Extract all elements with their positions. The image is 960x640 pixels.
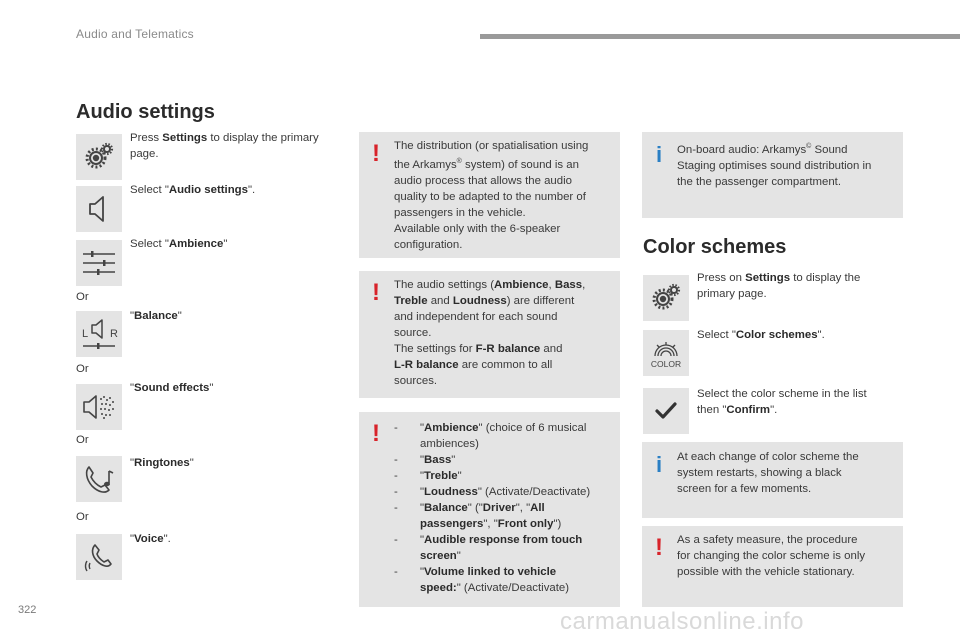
svg-text:COLOR: COLOR — [650, 359, 682, 369]
checkmark-icon — [643, 388, 689, 434]
page-number: 322 — [18, 604, 37, 616]
color-step-settings-text: Press on Settings to display the primary page. — [697, 272, 861, 300]
info-panel-arkamys-staging — [642, 132, 903, 218]
step-sound-effects-text: "Sound effects" — [130, 382, 214, 394]
color-palette-icon — [643, 330, 689, 376]
header-title: Audio and Telematics — [76, 27, 194, 41]
step-ringtones-text: "Ringtones" — [130, 457, 194, 469]
info-panel-restart — [642, 442, 903, 518]
onboard-audio-text: On-board audio: Arkamys© Sound Staging optimises sound distribution in the the passenger compartment. — [677, 143, 872, 188]
arkamys-distribution-text: The distribution (or spatialisation using the Arkamys® system) of sound is an audio process that allows the audio quality to be adapted to the number of passengers in the vehicle. Available only with the 6-speaker configuration. — [394, 140, 589, 251]
list-item: - "Treble" — [394, 470, 462, 482]
step-settings-text: Press Settings to display the primary page. — [130, 132, 319, 160]
or-label: Or — [76, 434, 89, 446]
equalizer-icon — [76, 240, 122, 286]
step-balance-text: "Balance" — [130, 310, 182, 322]
list-item: - "Volume linked to vehicle speed:" (Activate/Deactivate) — [394, 566, 570, 594]
svg-text:L: L — [82, 328, 89, 340]
warning-panel-arkamys — [359, 132, 620, 258]
list-item: - "Ambience" (choice of 6 musical ambiences) — [394, 422, 587, 450]
or-label: Or — [76, 291, 89, 303]
safety-text: As a safety measure, the procedure for changing the color scheme is only possible with the vehicle stationary. — [677, 534, 866, 578]
sound-effects-icon — [76, 384, 122, 430]
audio-settings-title: Audio settings — [76, 101, 215, 123]
list-item: - "Balance" ("Driver", "All passengers", "Front only") — [394, 502, 562, 530]
speaker-icon — [76, 186, 122, 232]
warning-icon: ! — [372, 140, 380, 167]
color-step-select-text: Select "Color schemes". — [697, 329, 825, 341]
color-schemes-title: Color schemes — [643, 236, 787, 258]
watermark: carmanualsonline.info — [560, 608, 804, 635]
step-audio-settings-text: Select "Audio settings". — [130, 184, 256, 196]
restart-text: At each change of color scheme the system restarts, showing a black screen for a few moments. — [677, 451, 859, 495]
svg-text:R: R — [110, 328, 118, 340]
header-bar — [480, 34, 960, 39]
info-icon: i — [656, 142, 663, 167]
warning-icon: ! — [655, 534, 663, 561]
voice-icon — [76, 534, 122, 580]
settings-list — [394, 420, 616, 596]
info-icon: i — [656, 452, 663, 477]
list-item: - "Loudness" (Activate/Deactivate) — [394, 486, 591, 498]
list-item: - "Audible response from touch screen" — [394, 534, 583, 562]
list-item: - "Bass" — [394, 454, 456, 466]
warning-panel-safety — [642, 526, 903, 607]
audio-settings-independent-text: The audio settings (Ambience, Bass, Treble and Loudness) are different and independent for each sound source. The settings for F-R balance and L-R balance are common to all sources. — [394, 279, 586, 387]
or-label: Or — [76, 511, 89, 523]
balance-icon — [76, 311, 122, 357]
color-step-confirm-text: Select the color scheme in the list then "Confirm". — [697, 388, 867, 416]
or-label: Or — [76, 363, 89, 375]
warning-icon: ! — [372, 279, 380, 306]
settings-gear-icon — [76, 134, 122, 180]
warning-icon: ! — [372, 420, 380, 447]
ringtones-icon — [76, 456, 122, 502]
warning-panel-settings-list — [359, 412, 620, 607]
step-voice-text: "Voice". — [130, 533, 171, 545]
settings-gear-icon — [643, 275, 689, 321]
warning-panel-audio-settings — [359, 271, 620, 398]
step-ambience-text: Select "Ambience" — [130, 238, 228, 250]
